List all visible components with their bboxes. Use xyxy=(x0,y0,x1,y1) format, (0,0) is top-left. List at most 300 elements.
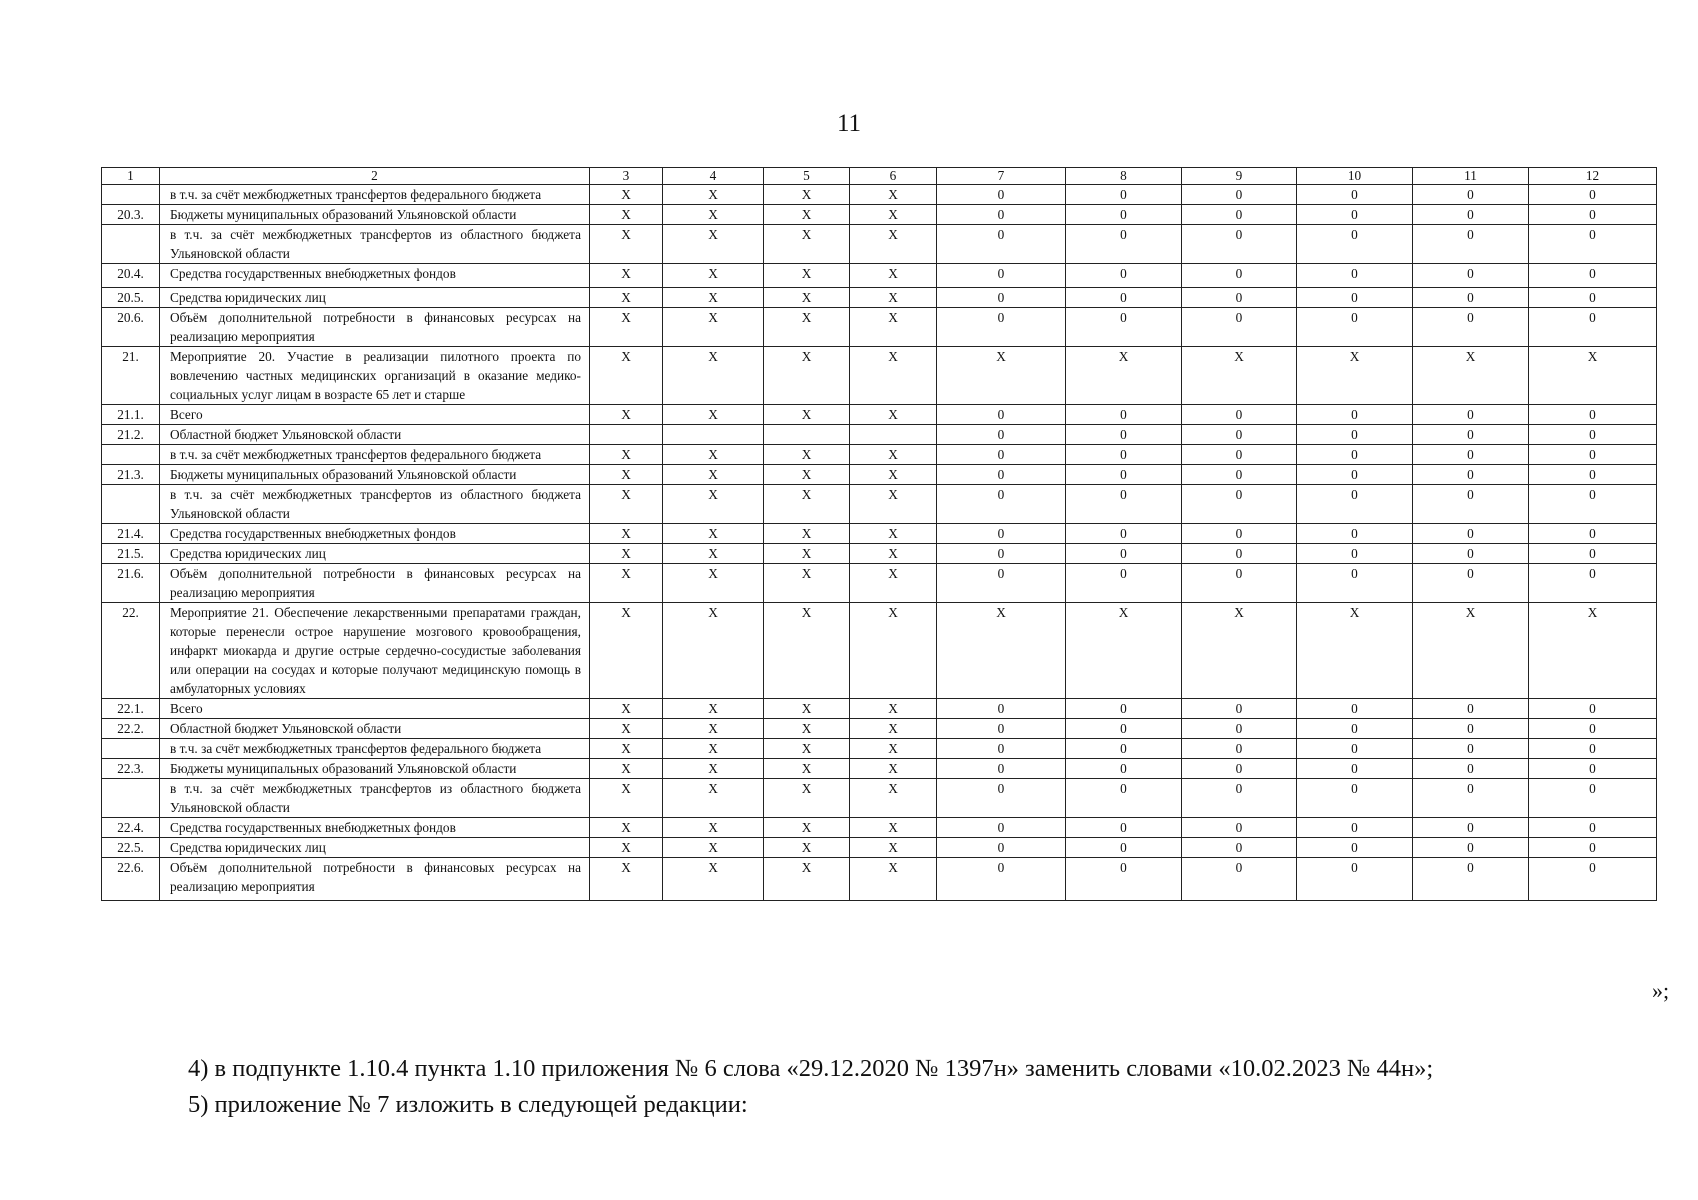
value-cell: X xyxy=(663,205,764,225)
value-cell: 0 xyxy=(1529,485,1657,524)
row-description: Объём дополнительной потребности в финансовых ресурсах на реализацию мероприятия xyxy=(160,858,590,901)
value-cell: 0 xyxy=(937,524,1066,544)
value-cell: X xyxy=(590,759,663,779)
value-cell: X xyxy=(663,838,764,858)
row-number xyxy=(102,739,160,759)
value-cell: 0 xyxy=(1413,779,1529,818)
value-cell: 0 xyxy=(1066,425,1182,445)
value-cell: X xyxy=(590,288,663,308)
value-cell: 0 xyxy=(1529,425,1657,445)
value-cell: 0 xyxy=(937,425,1066,445)
value-cell: X xyxy=(850,405,937,425)
row-number: 20.3. xyxy=(102,205,160,225)
value-cell: X xyxy=(590,739,663,759)
value-cell: X xyxy=(764,719,850,739)
row-number: 22.3. xyxy=(102,759,160,779)
value-cell: 0 xyxy=(1413,739,1529,759)
value-cell: X xyxy=(764,838,850,858)
value-cell: X xyxy=(1297,347,1413,405)
value-cell: 0 xyxy=(1413,465,1529,485)
value-cell: 0 xyxy=(1297,185,1413,205)
value-cell: 0 xyxy=(1529,818,1657,838)
value-cell: X xyxy=(764,347,850,405)
row-description: Объём дополнительной потребности в финансовых ресурсах на реализацию мероприятия xyxy=(160,308,590,347)
row-number: 20.4. xyxy=(102,264,160,288)
row-number: 21.3. xyxy=(102,465,160,485)
row-description: Областной бюджет Ульяновской области xyxy=(160,425,590,445)
value-cell: X xyxy=(663,264,764,288)
row-number: 22.4. xyxy=(102,818,160,838)
value-cell: X xyxy=(590,719,663,739)
table-row xyxy=(102,405,1657,425)
column-number-8: 8 xyxy=(1066,168,1182,185)
table-row xyxy=(102,603,1657,699)
value-cell: 0 xyxy=(1297,288,1413,308)
value-cell: 0 xyxy=(1413,445,1529,465)
value-cell: 0 xyxy=(1182,405,1297,425)
value-cell: 0 xyxy=(1413,225,1529,264)
value-cell: X xyxy=(937,347,1066,405)
value-cell: X xyxy=(764,405,850,425)
value-cell: 0 xyxy=(937,739,1066,759)
value-cell: 0 xyxy=(937,719,1066,739)
value-cell: 0 xyxy=(1297,264,1413,288)
value-cell: 0 xyxy=(1413,185,1529,205)
value-cell: X xyxy=(663,347,764,405)
value-cell: X xyxy=(663,739,764,759)
value-cell: X xyxy=(663,308,764,347)
value-cell: X xyxy=(590,779,663,818)
value-cell: X xyxy=(850,779,937,818)
value-cell: 0 xyxy=(1066,405,1182,425)
table-row xyxy=(102,818,1657,838)
row-number xyxy=(102,185,160,205)
value-cell: 0 xyxy=(1182,564,1297,603)
value-cell: 0 xyxy=(1297,759,1413,779)
value-cell: 0 xyxy=(937,465,1066,485)
value-cell: X xyxy=(764,205,850,225)
value-cell: X xyxy=(663,288,764,308)
row-description: Всего xyxy=(160,699,590,719)
value-cell: 0 xyxy=(937,485,1066,524)
value-cell: X xyxy=(850,264,937,288)
value-cell xyxy=(663,425,764,445)
value-cell: X xyxy=(590,465,663,485)
value-cell: 0 xyxy=(1529,405,1657,425)
table-row xyxy=(102,308,1657,347)
value-cell: 0 xyxy=(1529,759,1657,779)
value-cell: 0 xyxy=(1066,205,1182,225)
value-cell: X xyxy=(850,205,937,225)
value-cell: X xyxy=(764,564,850,603)
table-row xyxy=(102,288,1657,308)
value-cell: 0 xyxy=(937,858,1066,901)
table-row xyxy=(102,425,1657,445)
value-cell: X xyxy=(850,308,937,347)
column-number-11: 11 xyxy=(1413,168,1529,185)
value-cell: 0 xyxy=(937,544,1066,564)
value-cell: X xyxy=(663,405,764,425)
row-description: Средства юридических лиц xyxy=(160,288,590,308)
value-cell: 0 xyxy=(1297,838,1413,858)
value-cell: X xyxy=(590,544,663,564)
column-number-row xyxy=(102,168,1657,185)
row-number: 21.4. xyxy=(102,524,160,544)
value-cell: X xyxy=(764,264,850,288)
column-number-2: 2 xyxy=(160,168,590,185)
value-cell: 0 xyxy=(937,818,1066,838)
value-cell: 0 xyxy=(1529,858,1657,901)
value-cell: 0 xyxy=(1297,564,1413,603)
table-row xyxy=(102,699,1657,719)
row-description: в т.ч. за счёт межбюджетных трансфертов федерального бюджета xyxy=(160,445,590,465)
value-cell: 0 xyxy=(1182,699,1297,719)
column-number-7: 7 xyxy=(937,168,1066,185)
value-cell: X xyxy=(764,759,850,779)
value-cell: X xyxy=(1066,603,1182,699)
table-row xyxy=(102,564,1657,603)
value-cell: X xyxy=(590,485,663,524)
value-cell: 0 xyxy=(937,288,1066,308)
value-cell: X xyxy=(764,544,850,564)
row-number: 21. xyxy=(102,347,160,405)
value-cell: 0 xyxy=(1182,759,1297,779)
table-row xyxy=(102,719,1657,739)
row-description: в т.ч. за счёт межбюджетных трансфертов федерального бюджета xyxy=(160,739,590,759)
value-cell: X xyxy=(764,858,850,901)
row-description: в т.ч. за счёт межбюджетных трансфертов из областного бюджета Ульяновской области xyxy=(160,485,590,524)
value-cell: 0 xyxy=(1529,445,1657,465)
value-cell: X xyxy=(764,225,850,264)
table-row xyxy=(102,544,1657,564)
table-row xyxy=(102,485,1657,524)
value-cell: X xyxy=(590,699,663,719)
value-cell: 0 xyxy=(1413,308,1529,347)
value-cell: X xyxy=(764,185,850,205)
row-number: 21.1. xyxy=(102,405,160,425)
value-cell: 0 xyxy=(1182,838,1297,858)
value-cell: 0 xyxy=(1529,719,1657,739)
row-number: 20.5. xyxy=(102,288,160,308)
value-cell: X xyxy=(937,603,1066,699)
value-cell: 0 xyxy=(1529,308,1657,347)
value-cell: 0 xyxy=(1066,524,1182,544)
value-cell: 0 xyxy=(1413,288,1529,308)
value-cell: X xyxy=(590,225,663,264)
row-number xyxy=(102,225,160,264)
table-row xyxy=(102,838,1657,858)
row-number: 22.5. xyxy=(102,838,160,858)
value-cell: X xyxy=(590,308,663,347)
value-cell xyxy=(590,425,663,445)
value-cell: 0 xyxy=(1066,818,1182,838)
row-description: Бюджеты муниципальных образований Ульяновской области xyxy=(160,465,590,485)
value-cell: X xyxy=(590,838,663,858)
column-number-1: 1 xyxy=(102,168,160,185)
column-number-4: 4 xyxy=(663,168,764,185)
value-cell: X xyxy=(590,347,663,405)
value-cell xyxy=(850,425,937,445)
value-cell: X xyxy=(663,465,764,485)
column-number-9: 9 xyxy=(1182,168,1297,185)
value-cell: X xyxy=(663,858,764,901)
value-cell: 0 xyxy=(1413,425,1529,445)
value-cell: X xyxy=(590,603,663,699)
value-cell: X xyxy=(1529,347,1657,405)
value-cell: 0 xyxy=(937,445,1066,465)
value-cell: 0 xyxy=(1297,739,1413,759)
value-cell: 0 xyxy=(937,405,1066,425)
value-cell: X xyxy=(850,858,937,901)
value-cell: 0 xyxy=(1182,719,1297,739)
value-cell: X xyxy=(663,544,764,564)
table-row xyxy=(102,739,1657,759)
value-cell: 0 xyxy=(1529,779,1657,818)
value-cell: X xyxy=(850,564,937,603)
value-cell: 0 xyxy=(1066,445,1182,465)
value-cell: X xyxy=(764,288,850,308)
table-row xyxy=(102,465,1657,485)
value-cell: 0 xyxy=(1529,739,1657,759)
value-cell xyxy=(764,425,850,445)
value-cell: 0 xyxy=(1297,405,1413,425)
value-cell: 0 xyxy=(1182,818,1297,838)
funding-table xyxy=(101,167,1657,901)
value-cell: 0 xyxy=(1066,225,1182,264)
value-cell: X xyxy=(850,524,937,544)
row-number: 21.5. xyxy=(102,544,160,564)
value-cell: 0 xyxy=(1529,185,1657,205)
value-cell: 0 xyxy=(1529,225,1657,264)
value-cell: 0 xyxy=(1413,818,1529,838)
value-cell: 0 xyxy=(1182,205,1297,225)
value-cell: 0 xyxy=(937,185,1066,205)
value-cell: 0 xyxy=(1297,719,1413,739)
value-cell: X xyxy=(590,564,663,603)
value-cell: 0 xyxy=(1297,818,1413,838)
closing-quote-mark: »; xyxy=(1652,978,1670,1003)
value-cell: X xyxy=(590,185,663,205)
row-number: 20.6. xyxy=(102,308,160,347)
value-cell: X xyxy=(1413,603,1529,699)
value-cell: 0 xyxy=(1066,288,1182,308)
value-cell: 0 xyxy=(1182,425,1297,445)
value-cell: X xyxy=(764,465,850,485)
row-number: 22.6. xyxy=(102,858,160,901)
value-cell: 0 xyxy=(1413,485,1529,524)
value-cell: X xyxy=(1182,603,1297,699)
value-cell: X xyxy=(850,818,937,838)
value-cell: 0 xyxy=(1413,759,1529,779)
row-description: Объём дополнительной потребности в финансовых ресурсах на реализацию мероприятия xyxy=(160,564,590,603)
row-number: 21.6. xyxy=(102,564,160,603)
value-cell: 0 xyxy=(1297,445,1413,465)
value-cell: 0 xyxy=(1297,524,1413,544)
value-cell: 0 xyxy=(1413,264,1529,288)
value-cell: X xyxy=(850,485,937,524)
value-cell: X xyxy=(1413,347,1529,405)
value-cell: X xyxy=(663,524,764,544)
value-cell: 0 xyxy=(937,779,1066,818)
value-cell: X xyxy=(850,603,937,699)
value-cell: X xyxy=(850,699,937,719)
value-cell: 0 xyxy=(1529,288,1657,308)
page-number: 11 xyxy=(836,110,862,137)
value-cell: 0 xyxy=(1297,308,1413,347)
value-cell: X xyxy=(1182,347,1297,405)
value-cell: 0 xyxy=(1182,264,1297,288)
value-cell: X xyxy=(590,405,663,425)
value-cell: 0 xyxy=(937,699,1066,719)
value-cell: 0 xyxy=(1297,225,1413,264)
value-cell: X xyxy=(663,445,764,465)
row-description: Бюджеты муниципальных образований Ульяновской области xyxy=(160,759,590,779)
value-cell: 0 xyxy=(1297,485,1413,524)
value-cell: 0 xyxy=(1066,308,1182,347)
value-cell: X xyxy=(850,739,937,759)
value-cell: X xyxy=(590,858,663,901)
table-row xyxy=(102,858,1657,901)
table-row xyxy=(102,347,1657,405)
value-cell: X xyxy=(764,445,850,465)
value-cell: 0 xyxy=(1297,425,1413,445)
row-description: Всего xyxy=(160,405,590,425)
paragraph-item-5: 5) приложение № 7 изложить в следующей редакции: xyxy=(188,1091,748,1118)
table-row xyxy=(102,779,1657,818)
value-cell: 0 xyxy=(1182,445,1297,465)
value-cell: 0 xyxy=(1529,838,1657,858)
value-cell: 0 xyxy=(1413,205,1529,225)
value-cell: 0 xyxy=(937,205,1066,225)
value-cell: X xyxy=(764,739,850,759)
paragraph-item-4: 4) в подпункте 1.10.4 пункта 1.10 приложения № 6 слова «29.12.2020 № 1397н» заменить словами «10.02.2023 № 44н»; xyxy=(188,1055,1434,1082)
row-description: Средства юридических лиц xyxy=(160,544,590,564)
value-cell: 0 xyxy=(1066,739,1182,759)
value-cell: 0 xyxy=(1413,858,1529,901)
row-description: Средства государственных внебюджетных фондов xyxy=(160,818,590,838)
table-row xyxy=(102,524,1657,544)
value-cell: 0 xyxy=(937,225,1066,264)
table-row xyxy=(102,185,1657,205)
value-cell: X xyxy=(764,779,850,818)
row-number xyxy=(102,779,160,818)
value-cell: 0 xyxy=(1066,465,1182,485)
value-cell: 0 xyxy=(1529,264,1657,288)
value-cell: 0 xyxy=(1066,564,1182,603)
value-cell: X xyxy=(764,524,850,544)
value-cell: 0 xyxy=(937,564,1066,603)
row-number xyxy=(102,485,160,524)
table-row xyxy=(102,445,1657,465)
value-cell: 0 xyxy=(1529,205,1657,225)
row-description: Областной бюджет Ульяновской области xyxy=(160,719,590,739)
value-cell: X xyxy=(764,485,850,524)
value-cell: X xyxy=(764,818,850,838)
row-description: в т.ч. за счёт межбюджетных трансфертов из областного бюджета Ульяновской области xyxy=(160,225,590,264)
value-cell: X xyxy=(590,445,663,465)
value-cell: 0 xyxy=(1413,564,1529,603)
value-cell: 0 xyxy=(1413,699,1529,719)
row-description: Бюджеты муниципальных образований Ульяновской области xyxy=(160,205,590,225)
value-cell: 0 xyxy=(1066,858,1182,901)
value-cell: X xyxy=(663,564,764,603)
row-number: 22.1. xyxy=(102,699,160,719)
value-cell: 0 xyxy=(1182,308,1297,347)
row-description: в т.ч. за счёт межбюджетных трансфертов федерального бюджета xyxy=(160,185,590,205)
value-cell: 0 xyxy=(1297,699,1413,719)
value-cell: X xyxy=(764,308,850,347)
row-description: в т.ч. за счёт межбюджетных трансфертов из областного бюджета Ульяновской области xyxy=(160,779,590,818)
value-cell: 0 xyxy=(1182,779,1297,818)
value-cell: 0 xyxy=(1413,524,1529,544)
value-cell: 0 xyxy=(1297,858,1413,901)
value-cell: 0 xyxy=(1413,838,1529,858)
value-cell: 0 xyxy=(937,308,1066,347)
value-cell: 0 xyxy=(1297,205,1413,225)
value-cell: X xyxy=(1297,603,1413,699)
value-cell: 0 xyxy=(1413,719,1529,739)
column-number-6: 6 xyxy=(850,168,937,185)
value-cell: X xyxy=(663,818,764,838)
column-number-3: 3 xyxy=(590,168,663,185)
column-number-10: 10 xyxy=(1297,168,1413,185)
row-description: Мероприятие 21. Обеспечение лекарственными препаратами граждан, которые перенесли острое нарушение мозгового кровообращения, инфаркт миокарда и другие острые сердечно-сосудистые заболевания или операции на сосудах и которые получают медицинскую помощь в амбулаторных условиях xyxy=(160,603,590,699)
column-number-5: 5 xyxy=(764,168,850,185)
value-cell: 0 xyxy=(1529,564,1657,603)
value-cell: X xyxy=(850,544,937,564)
value-cell: 0 xyxy=(1182,485,1297,524)
value-cell: X xyxy=(663,779,764,818)
value-cell: X xyxy=(850,347,937,405)
value-cell: 0 xyxy=(1066,544,1182,564)
value-cell: 0 xyxy=(1066,264,1182,288)
value-cell: X xyxy=(764,603,850,699)
value-cell: 0 xyxy=(1066,838,1182,858)
value-cell: 0 xyxy=(1066,719,1182,739)
value-cell: X xyxy=(590,818,663,838)
value-cell: X xyxy=(663,759,764,779)
row-description: Средства государственных внебюджетных фондов xyxy=(160,264,590,288)
value-cell: X xyxy=(663,719,764,739)
value-cell: X xyxy=(663,225,764,264)
row-description: Средства юридических лиц xyxy=(160,838,590,858)
value-cell: 0 xyxy=(1182,185,1297,205)
value-cell: X xyxy=(1066,347,1182,405)
value-cell: 0 xyxy=(1297,779,1413,818)
value-cell: X xyxy=(764,699,850,719)
row-number xyxy=(102,445,160,465)
table-row xyxy=(102,205,1657,225)
row-description: Мероприятие 20. Участие в реализации пилотного проекта по вовлечению частных медицинских организаций в оказание медико-социальных услуг лицам в возрасте 65 лет и старше xyxy=(160,347,590,405)
value-cell: X xyxy=(590,524,663,544)
value-cell: 0 xyxy=(1413,405,1529,425)
value-cell: 0 xyxy=(1297,465,1413,485)
value-cell: 0 xyxy=(1066,185,1182,205)
value-cell: X xyxy=(850,838,937,858)
value-cell: X xyxy=(850,465,937,485)
value-cell: 0 xyxy=(1066,485,1182,524)
value-cell: X xyxy=(663,603,764,699)
value-cell: X xyxy=(850,759,937,779)
value-cell: 0 xyxy=(1066,779,1182,818)
row-number: 21.2. xyxy=(102,425,160,445)
value-cell: X xyxy=(663,485,764,524)
value-cell: 0 xyxy=(1182,288,1297,308)
table-row xyxy=(102,759,1657,779)
column-number-12: 12 xyxy=(1529,168,1657,185)
row-number: 22. xyxy=(102,603,160,699)
row-number: 22.2. xyxy=(102,719,160,739)
